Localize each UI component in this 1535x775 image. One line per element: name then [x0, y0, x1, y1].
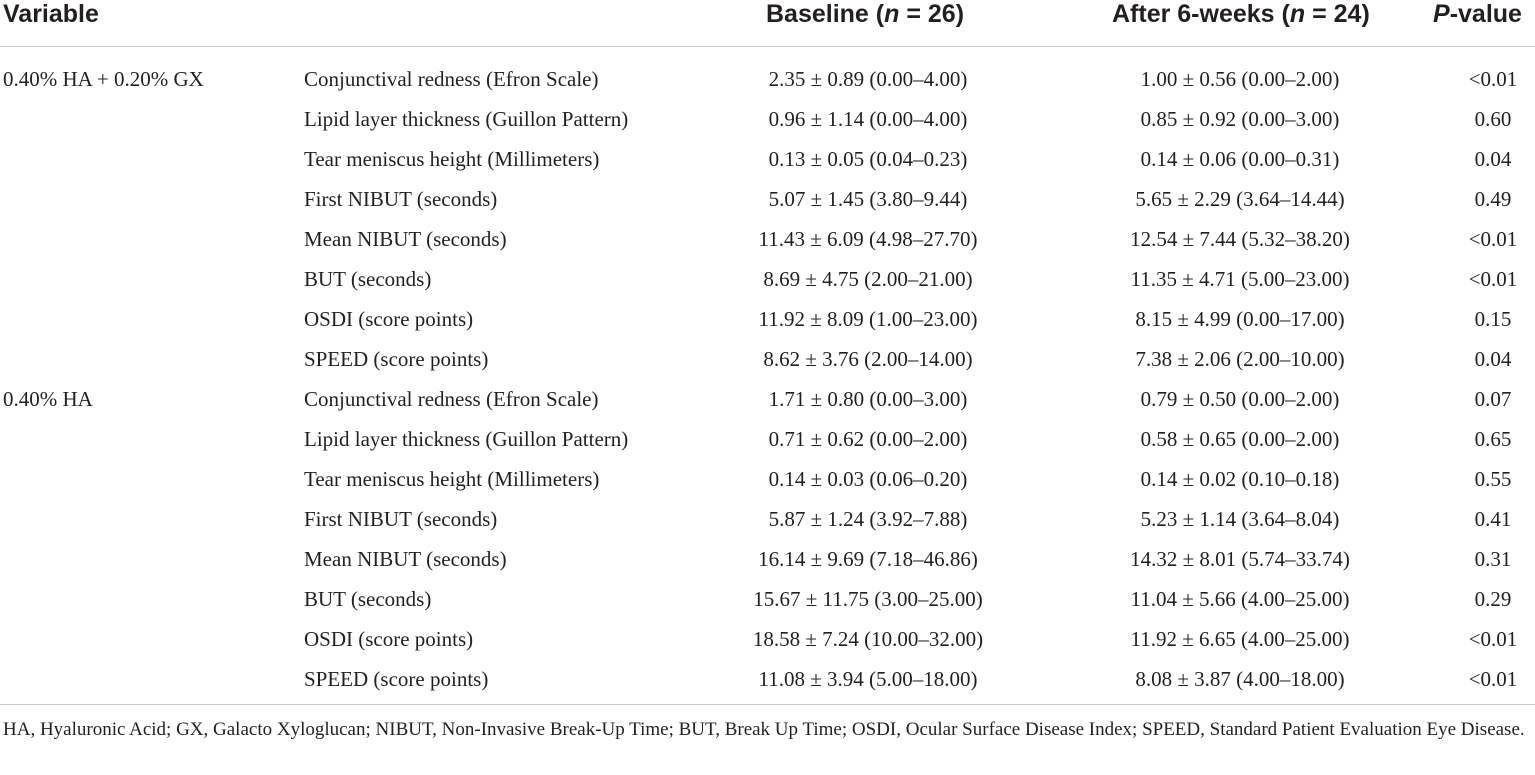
table-row	[0, 259, 1535, 299]
variable-cell: Tear meniscus height (Millimeters)	[304, 147, 600, 171]
after-cell: 11.35 ± 4.71 (5.00–23.00)	[1130, 267, 1350, 291]
baseline-cell: 18.58 ± 7.24 (10.00–32.00)	[752, 627, 984, 651]
baseline-cell: 8.69 ± 4.75 (2.00–21.00)	[763, 267, 973, 291]
baseline-cell: 0.13 ± 0.05 (0.04–0.23)	[768, 147, 968, 171]
p-value-cell: <0.01	[1468, 267, 1518, 291]
header-baseline-prefix: Baseline (	[766, 0, 885, 28]
table-footnote: HA, Hyaluronic Acid; GX, Galacto Xyloglucan; NIBUT, Non-Invasive Break-Up Time; BUT, Break Up Time; OSDI, Ocular Surface Disease Index; SPEED, Standard Patient Evaluation Eye Disease.	[3, 719, 1525, 740]
table-row	[0, 419, 1535, 459]
table-row	[0, 659, 1535, 699]
variable-cell: Conjunctival redness (Efron Scale)	[304, 67, 599, 91]
baseline-cell: 0.71 ± 0.62 (0.00–2.00)	[768, 427, 968, 451]
baseline-cell: 11.43 ± 6.09 (4.98–27.70)	[758, 227, 978, 251]
header-baseline	[766, 0, 964, 28]
p-value-cell: 0.55	[1474, 467, 1512, 491]
variable-cell: First NIBUT (seconds)	[304, 507, 498, 531]
after-cell: 7.38 ± 2.06 (2.00–10.00)	[1135, 347, 1345, 371]
baseline-cell: 2.35 ± 0.89 (0.00–4.00)	[768, 67, 968, 91]
variable-cell: BUT (seconds)	[304, 587, 432, 611]
header-p-suffix: -value	[1449, 0, 1522, 28]
baseline-cell: 0.96 ± 1.14 (0.00–4.00)	[768, 107, 968, 131]
after-cell: 0.85 ± 0.92 (0.00–3.00)	[1140, 107, 1340, 131]
baseline-cell: 11.08 ± 3.94 (5.00–18.00)	[758, 667, 978, 691]
p-value-cell: 0.65	[1474, 427, 1512, 451]
table-row	[0, 539, 1535, 579]
after-cell: 0.14 ± 0.06 (0.00–0.31)	[1140, 147, 1340, 171]
table-row	[0, 99, 1535, 139]
table-row	[0, 299, 1535, 339]
group-cell: 0.40% HA	[3, 387, 93, 411]
bottom-divider	[0, 704, 1535, 705]
header-after-prefix: After 6-weeks (	[1112, 0, 1290, 28]
baseline-cell: 8.62 ± 3.76 (2.00–14.00)	[763, 347, 973, 371]
after-cell: 5.65 ± 2.29 (3.64–14.44)	[1135, 187, 1345, 211]
after-cell: 8.08 ± 3.87 (4.00–18.00)	[1135, 667, 1345, 691]
table-row	[0, 219, 1535, 259]
after-cell: 8.15 ± 4.99 (0.00–17.00)	[1135, 307, 1345, 331]
after-cell: 11.04 ± 5.66 (4.00–25.00)	[1130, 587, 1350, 611]
p-value-cell: <0.01	[1468, 667, 1518, 691]
p-value-cell: 0.04	[1474, 147, 1512, 171]
variable-cell: SPEED (score points)	[304, 347, 489, 371]
p-value-cell: <0.01	[1468, 227, 1518, 251]
variable-cell: BUT (seconds)	[304, 267, 432, 291]
p-value-cell: 0.04	[1474, 347, 1512, 371]
after-cell: 0.14 ± 0.02 (0.10–0.18)	[1140, 467, 1340, 491]
baseline-cell: 1.71 ± 0.80 (0.00–3.00)	[768, 387, 968, 411]
after-cell: 0.58 ± 0.65 (0.00–2.00)	[1140, 427, 1340, 451]
variable-cell: Lipid layer thickness (Guillon Pattern)	[304, 427, 629, 451]
p-value-cell: 0.15	[1474, 307, 1512, 331]
table-row	[0, 379, 1535, 419]
table-row	[0, 499, 1535, 539]
variable-cell: Mean NIBUT (seconds)	[304, 547, 507, 571]
variable-cell: Mean NIBUT (seconds)	[304, 227, 507, 251]
header-p-italic: P	[1433, 0, 1450, 28]
after-cell: 14.32 ± 8.01 (5.74–33.74)	[1130, 547, 1350, 571]
variable-cell: First NIBUT (seconds)	[304, 187, 498, 211]
after-cell: 0.79 ± 0.50 (0.00–2.00)	[1140, 387, 1340, 411]
baseline-cell: 5.87 ± 1.24 (3.92–7.88)	[768, 507, 968, 531]
header-baseline-n: n	[884, 0, 900, 28]
table-row	[0, 139, 1535, 179]
header-variable: Variable	[3, 0, 99, 28]
p-value-cell: <0.01	[1468, 67, 1518, 91]
table-row	[0, 619, 1535, 659]
table-row	[0, 339, 1535, 379]
variable-cell: Lipid layer thickness (Guillon Pattern)	[304, 107, 629, 131]
table-row	[0, 579, 1535, 619]
table-header	[0, 0, 1535, 47]
header-baseline-suffix: = 26)	[899, 0, 965, 28]
header-p-value	[1433, 0, 1522, 28]
after-cell: 12.54 ± 7.44 (5.32–38.20)	[1130, 227, 1350, 251]
p-value-cell: 0.07	[1474, 387, 1512, 411]
baseline-cell: 16.14 ± 9.69 (7.18–46.86)	[758, 547, 978, 571]
variable-cell: SPEED (score points)	[304, 667, 489, 691]
after-cell: 11.92 ± 6.65 (4.00–25.00)	[1130, 627, 1350, 651]
header-after	[1112, 0, 1370, 28]
baseline-cell: 11.92 ± 8.09 (1.00–23.00)	[758, 307, 978, 331]
baseline-cell: 0.14 ± 0.03 (0.06–0.20)	[768, 467, 968, 491]
after-cell: 1.00 ± 0.56 (0.00–2.00)	[1140, 67, 1340, 91]
table-row	[0, 179, 1535, 219]
p-value-cell: 0.60	[1474, 107, 1512, 131]
variable-cell: OSDI (score points)	[304, 307, 474, 331]
p-value-cell: 0.29	[1474, 587, 1512, 611]
p-value-cell: <0.01	[1468, 627, 1518, 651]
p-value-cell: 0.31	[1474, 547, 1512, 571]
header-after-n: n	[1289, 0, 1306, 28]
baseline-cell: 5.07 ± 1.45 (3.80–9.44)	[768, 187, 968, 211]
variable-cell: OSDI (score points)	[304, 627, 474, 651]
after-cell: 5.23 ± 1.14 (3.64–8.04)	[1140, 507, 1340, 531]
variable-cell: Conjunctival redness (Efron Scale)	[304, 387, 599, 411]
table-row	[0, 59, 1535, 99]
group-cell: 0.40% HA + 0.20% GX	[3, 67, 204, 91]
p-value-cell: 0.41	[1474, 507, 1512, 531]
variable-cell: Tear meniscus height (Millimeters)	[304, 467, 600, 491]
table-row	[0, 459, 1535, 499]
baseline-cell: 15.67 ± 11.75 (3.00–25.00)	[753, 587, 983, 611]
p-value-cell: 0.49	[1474, 187, 1512, 211]
header-after-suffix: = 24)	[1305, 0, 1370, 28]
